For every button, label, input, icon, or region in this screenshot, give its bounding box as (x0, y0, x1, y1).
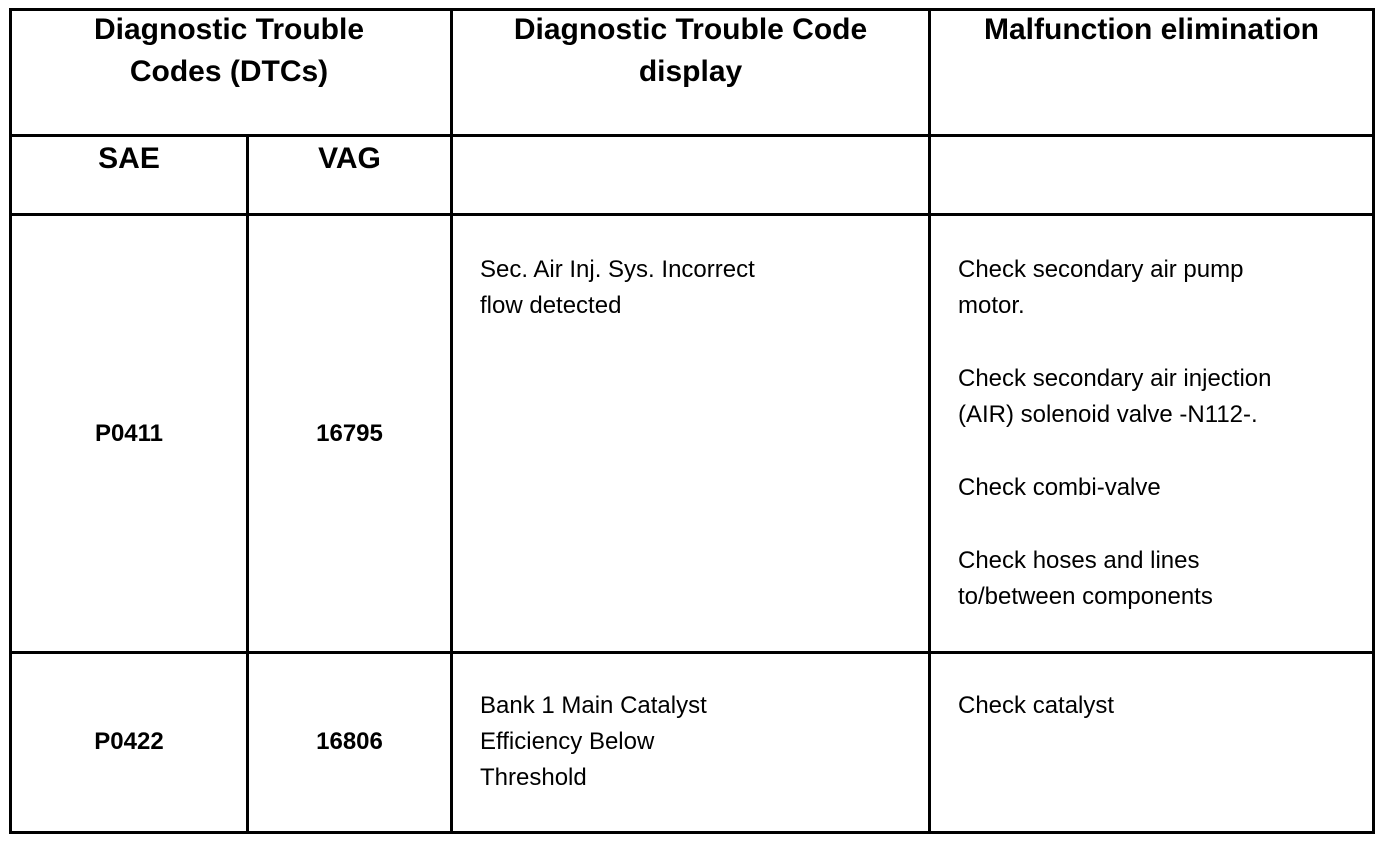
elimination-step: Check hoses and lines to/between components (958, 547, 1213, 610)
elimination-step: Check secondary air pump motor. (958, 256, 1244, 319)
row-divider (9, 213, 1375, 216)
elimination-step: Check catalyst (958, 692, 1115, 719)
column-divider (450, 8, 453, 834)
elimination-step: Check combi-valve (958, 474, 1161, 501)
header-elimination: Malfunction elimination (984, 13, 1319, 46)
table-row-vag-code: 16795 (316, 420, 383, 447)
elimination-step: Check secondary air injection (AIR) solenoid valve -N112-. (958, 365, 1272, 428)
table-row-sae-code: P0422 (94, 728, 164, 755)
row-divider (9, 651, 1375, 654)
header-dtc-group: Diagnostic Trouble Codes (DTCs) (93, 13, 365, 88)
table-row-vag-code: 16806 (316, 728, 383, 755)
table-row-sae-code: P0411 (94, 420, 164, 447)
column-divider (928, 8, 931, 834)
header-sae: SAE (98, 142, 160, 175)
header-vag: VAG (318, 142, 381, 175)
header-display: Diagnostic Trouble Code display (513, 13, 868, 88)
table-border-right (1372, 8, 1375, 834)
table-row-display-text: Sec. Air Inj. Sys. Incorrect flow detected (480, 256, 755, 319)
table-row-display-text: Bank 1 Main Catalyst Efficiency Below Threshold (480, 692, 707, 791)
table-border-bottom (9, 831, 1375, 834)
row-divider (9, 134, 1375, 137)
